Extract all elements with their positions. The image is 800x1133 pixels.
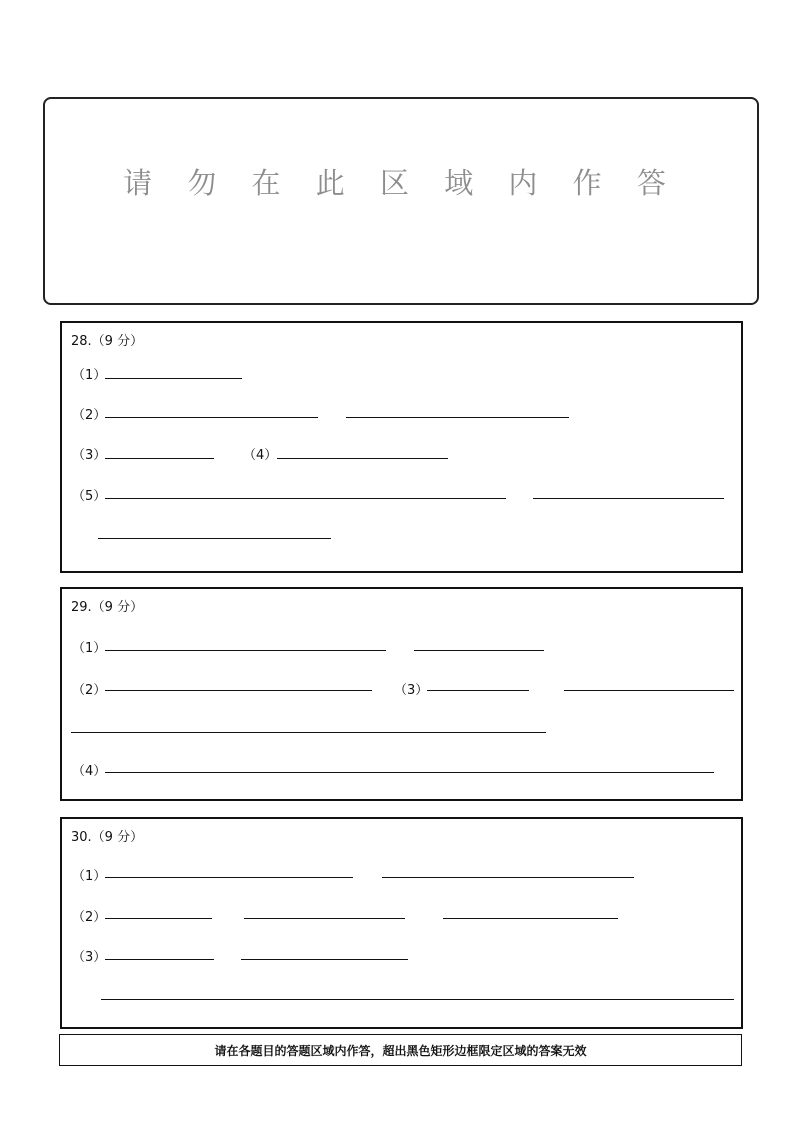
q28-part-3-answer-line[interactable] [105,458,214,459]
q30-part-2-answer-line-b[interactable] [244,918,405,919]
q28-part-2-answer-line-a[interactable] [105,417,318,418]
q28-part-3-label: （3） [72,448,107,463]
question-28-box [60,321,743,573]
q30-part-3-answer-line-a[interactable] [105,959,214,960]
q30-part-3-label: （3） [72,950,107,965]
q29-part-4-answer-line[interactable] [105,772,714,773]
q28-part-4-label: （4） [243,448,278,463]
q29-part-2-answer-line[interactable] [105,690,372,691]
q30-part-1-label: （1） [72,869,107,884]
q30-part-2-answer-line-c[interactable] [443,918,618,919]
q30-part-2-answer-line-a[interactable] [105,918,212,919]
question-30-box [60,817,743,1029]
question-29-title: 29.（9 分） [71,600,144,615]
q28-part-5-label: （5） [72,489,107,504]
q30-part-3-answer-line-c[interactable] [101,999,734,1000]
q29-part-3-answer-line-a[interactable] [427,690,529,691]
q28-part-1-answer-line[interactable] [105,378,242,379]
q30-part-2-label: （2） [72,910,107,925]
question-30-title: 30.（9 分） [71,830,144,845]
q29-part-3-answer-line-c[interactable] [71,732,546,733]
footer-notice-box [59,1034,742,1066]
q30-part-1-answer-line-b[interactable] [382,877,634,878]
q28-part-5-answer-line-b[interactable] [533,498,724,499]
q28-part-4-answer-line[interactable] [277,458,448,459]
q30-part-3-answer-line-b[interactable] [241,959,408,960]
q29-part-2-label: （2） [72,683,107,698]
question-28-title: 28.（9 分） [71,334,144,349]
q28-part-1-label: （1） [72,368,107,383]
q29-part-3-label: （3） [394,683,429,698]
footer-notice: 请在各题目的答题区域内作答，超出黑色矩形边框限定区域的答案无效 [214,1044,587,1058]
q28-part-5-answer-line-c[interactable] [98,538,331,539]
q28-part-2-label: （2） [72,408,107,423]
q30-part-1-answer-line-a[interactable] [105,877,353,878]
q29-part-4-label: （4） [72,764,107,779]
q29-part-1-answer-line-b[interactable] [414,650,544,651]
q28-part-5-answer-line-a[interactable] [105,498,506,499]
q29-part-3-answer-line-b[interactable] [564,690,734,691]
q29-part-1-answer-line-a[interactable] [105,650,386,651]
q29-part-1-label: （1） [72,641,107,656]
no-answer-notice: 请 勿 在 此 区 域 内 作 答 [123,166,679,200]
question-29-box [60,587,743,801]
q28-part-2-answer-line-b[interactable] [346,417,569,418]
no-answer-zone [43,97,759,305]
